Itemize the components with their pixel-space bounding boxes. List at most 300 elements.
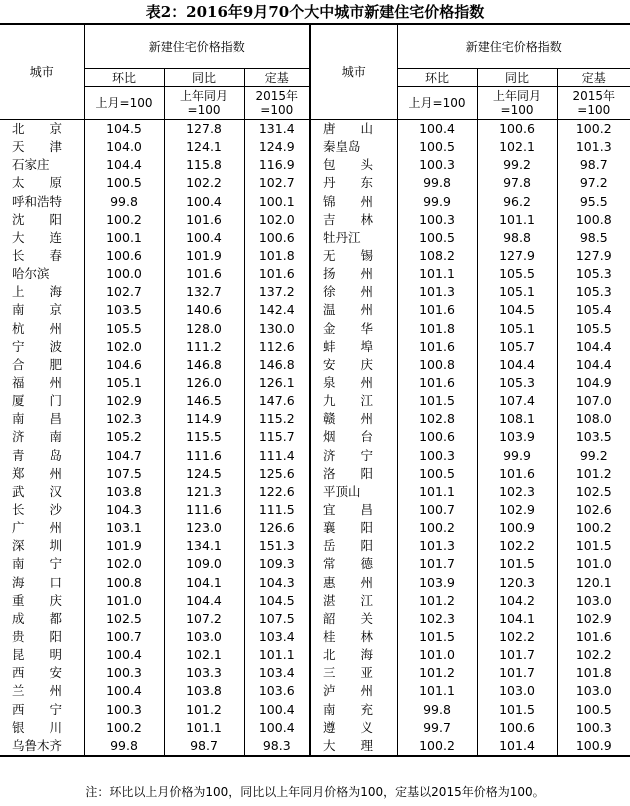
base-cell: 104.5: [244, 592, 310, 610]
yoy-cell: 101.7: [477, 646, 557, 664]
yoy-cell: 108.1: [477, 410, 557, 428]
yoy-cell: 102.2: [477, 628, 557, 646]
city-cell: 成 都: [12, 610, 63, 626]
group-header-right: 新建住宅价格指数: [397, 24, 630, 69]
table-row: [0, 138, 630, 156]
yoy-cell: 100.4: [164, 229, 244, 247]
mom-cell: 100.2: [84, 211, 164, 229]
mom-cell: 99.8: [84, 737, 164, 756]
yoy-cell: 96.2: [477, 193, 557, 211]
mom-cell: 100.7: [397, 501, 477, 519]
city-cell: 唐 山: [310, 120, 397, 139]
mom-cell: 100.5: [397, 138, 477, 156]
city-cell: 沈 阳: [12, 211, 63, 227]
city-cell: 牡丹江: [310, 229, 397, 247]
table-row: [0, 320, 630, 338]
base-cell: 100.8: [557, 211, 630, 229]
mom-cell: 101.3: [397, 537, 477, 555]
city-cell: 银 川: [12, 719, 63, 735]
yoy-cell: 109.0: [164, 555, 244, 573]
yoy-cell: 114.9: [164, 410, 244, 428]
base-cell: 103.0: [557, 682, 630, 700]
mom-cell: 104.5: [84, 120, 164, 139]
city-cell: 泸 州: [310, 682, 397, 700]
base-cell: 125.6: [244, 465, 310, 483]
base-cell: 97.2: [557, 174, 630, 192]
mom-cell: 100.3: [84, 701, 164, 719]
city-cell: 南 充: [310, 701, 397, 719]
col-base-left: 定基: [244, 69, 310, 87]
col-yoy-left: 同比: [164, 69, 244, 87]
mom-cell: 100.8: [84, 574, 164, 592]
mom-cell: 99.9: [397, 193, 477, 211]
base-cell: 142.4: [244, 301, 310, 319]
col-base-right: 定基: [557, 69, 630, 87]
base-cell: 103.4: [244, 628, 310, 646]
city-cell: 南 昌: [12, 411, 63, 427]
table-row: [0, 465, 630, 483]
yoy-cell: 115.5: [164, 428, 244, 446]
mom-cell: 100.3: [397, 447, 477, 465]
city-cell: 石家庄: [12, 157, 50, 173]
base-cell: 105.5: [557, 320, 630, 338]
mom-cell: 101.2: [397, 664, 477, 682]
base-cell: 104.4: [557, 338, 630, 356]
base-cell: 103.0: [557, 592, 630, 610]
city-cell: 平顶山: [310, 483, 397, 501]
base-base-right: 2015年=100: [557, 87, 630, 120]
base-cell: 137.2: [244, 283, 310, 301]
mom-cell: 105.5: [84, 320, 164, 338]
base-cell: 100.1: [244, 193, 310, 211]
city-cell: 重 庆: [12, 592, 63, 608]
yoy-cell: 104.1: [477, 610, 557, 628]
table-row: [0, 120, 630, 139]
mom-cell: 99.8: [84, 193, 164, 211]
city-cell: 扬 州: [310, 265, 397, 283]
base-cell: 107.5: [244, 610, 310, 628]
city-cell: 宁 波: [12, 338, 63, 354]
yoy-cell: 100.4: [164, 193, 244, 211]
mom-cell: 101.1: [397, 265, 477, 283]
table-row: [0, 265, 630, 283]
base-cell: 115.7: [244, 428, 310, 446]
base-cell: 102.2: [557, 646, 630, 664]
mom-cell: 102.3: [397, 610, 477, 628]
table-row: [0, 193, 630, 211]
base-cell: 151.3: [244, 537, 310, 555]
yoy-cell: 101.1: [164, 719, 244, 737]
yoy-cell: 100.6: [477, 719, 557, 737]
yoy-cell: 132.7: [164, 283, 244, 301]
city-cell: 南 京: [12, 302, 63, 318]
yoy-cell: 105.3: [477, 374, 557, 392]
yoy-cell: 107.4: [477, 392, 557, 410]
city-cell: 泉 州: [310, 374, 397, 392]
mom-cell: 107.5: [84, 465, 164, 483]
mom-cell: 100.1: [84, 229, 164, 247]
city-cell: 上 海: [12, 284, 63, 300]
yoy-cell: 105.7: [477, 338, 557, 356]
mom-cell: 101.5: [397, 628, 477, 646]
city-cell: 岳 阳: [310, 537, 397, 555]
base-cell: 102.6: [557, 501, 630, 519]
group-header-left: 新建住宅价格指数: [84, 24, 310, 69]
mom-cell: 99.8: [397, 701, 477, 719]
city-cell: 贵 阳: [12, 629, 63, 644]
mom-cell: 101.3: [397, 283, 477, 301]
yoy-cell: 98.8: [477, 229, 557, 247]
city-cell: 洛 阳: [310, 465, 397, 483]
table-row: [0, 174, 630, 192]
mom-cell: 103.5: [84, 301, 164, 319]
mom-cell: 100.4: [397, 120, 477, 139]
city-cell: 无 锡: [310, 247, 397, 265]
base-cell: 98.5: [557, 229, 630, 247]
city-cell: 兰 州: [12, 683, 63, 699]
base-cell: 130.0: [244, 320, 310, 338]
base-cell: 100.6: [244, 229, 310, 247]
base-cell: 100.5: [557, 701, 630, 719]
yoy-cell: 128.0: [164, 320, 244, 338]
footnote: 注：环比以上月价格为100，同比以上年同月价格为100，定基以2015年价格为100。: [85, 785, 545, 799]
base-cell: 100.2: [557, 519, 630, 537]
city-cell: 武 汉: [12, 483, 63, 499]
city-cell: 徐 州: [310, 283, 397, 301]
mom-cell: 100.4: [84, 682, 164, 700]
base-cell: 115.2: [244, 410, 310, 428]
mom-cell: 103.1: [84, 519, 164, 537]
yoy-cell: 126.0: [164, 374, 244, 392]
city-cell: 北 海: [310, 646, 397, 664]
mom-cell: 100.3: [397, 156, 477, 174]
yoy-cell: 105.5: [477, 265, 557, 283]
city-cell: 杭 州: [12, 320, 63, 336]
city-cell: 青 岛: [12, 447, 63, 463]
base-cell: 105.3: [557, 265, 630, 283]
yoy-cell: 101.1: [477, 211, 557, 229]
table-row: [0, 447, 630, 465]
city-cell: 九 江: [310, 392, 397, 410]
table-row: [0, 247, 630, 265]
table-row: [0, 428, 630, 446]
base-cell: 147.6: [244, 392, 310, 410]
yoy-cell: 97.8: [477, 174, 557, 192]
table-row: [0, 664, 630, 682]
city-header-left: 城市: [0, 24, 84, 120]
yoy-cell: 103.0: [477, 682, 557, 700]
base-cell: 105.4: [557, 301, 630, 319]
city-cell: 三 亚: [310, 664, 397, 682]
mom-cell: 100.4: [84, 646, 164, 664]
city-cell: 西 安: [12, 665, 63, 681]
city-cell: 湛 江: [310, 592, 397, 610]
base-cell: 105.3: [557, 283, 630, 301]
yoy-cell: 146.5: [164, 392, 244, 410]
yoy-cell: 102.3: [477, 483, 557, 501]
yoy-cell: 102.1: [477, 138, 557, 156]
city-cell: 锦 州: [310, 193, 397, 211]
yoy-cell: 104.5: [477, 301, 557, 319]
price-index-table: [0, 23, 630, 757]
city-cell: 呼和浩特: [12, 193, 63, 209]
city-cell: 烟 台: [310, 428, 397, 446]
city-cell: 宜 昌: [310, 501, 397, 519]
mom-cell: 100.5: [397, 465, 477, 483]
mom-cell: 100.6: [397, 428, 477, 446]
yoy-cell: 127.8: [164, 120, 244, 139]
mom-cell: 100.3: [84, 664, 164, 682]
base-cell: 101.0: [557, 555, 630, 573]
mom-cell: 100.3: [397, 211, 477, 229]
mom-cell: 100.2: [84, 719, 164, 737]
yoy-cell: 102.9: [477, 501, 557, 519]
yoy-cell: 98.7: [164, 737, 244, 756]
yoy-cell: 101.5: [477, 555, 557, 573]
city-cell: 乌鲁木齐: [0, 737, 84, 756]
base-cell: 101.3: [557, 138, 630, 156]
base-cell: 101.6: [557, 628, 630, 646]
yoy-cell: 99.9: [477, 447, 557, 465]
base-cell: 111.5: [244, 501, 310, 519]
city-cell: 赣 州: [310, 410, 397, 428]
table-row: [0, 610, 630, 628]
base-cell: 103.4: [244, 664, 310, 682]
table-row: [0, 156, 630, 174]
city-cell: 长 春: [12, 248, 63, 264]
city-cell: 遵 义: [310, 719, 397, 737]
mom-cell: 102.0: [84, 338, 164, 356]
base-yoy-right: 上年同月=100: [477, 87, 557, 120]
table-row: [0, 682, 630, 700]
yoy-cell: 111.6: [164, 447, 244, 465]
table-row: [0, 392, 630, 410]
base-cell: 146.8: [244, 356, 310, 374]
city-cell: 郑 州: [12, 465, 63, 481]
base-cell: 102.5: [557, 483, 630, 501]
base-cell: 108.0: [557, 410, 630, 428]
yoy-cell: 101.6: [164, 265, 244, 283]
city-cell: 昆 明: [12, 647, 63, 663]
mom-cell: 101.2: [397, 592, 477, 610]
mom-cell: 108.2: [397, 247, 477, 265]
yoy-cell: 104.4: [477, 356, 557, 374]
city-cell: 南 宁: [12, 556, 63, 572]
table-row: [0, 574, 630, 592]
mom-cell: 104.6: [84, 356, 164, 374]
city-cell: 惠 州: [310, 574, 397, 592]
base-cell: 100.9: [557, 737, 630, 756]
yoy-cell: 102.2: [477, 537, 557, 555]
base-cell: 104.4: [557, 356, 630, 374]
mom-cell: 102.0: [84, 555, 164, 573]
mom-cell: 102.8: [397, 410, 477, 428]
yoy-cell: 101.2: [164, 701, 244, 719]
base-base-left: 2015年=100: [244, 87, 310, 120]
city-cell: 海 口: [12, 574, 63, 590]
city-cell: 北 京: [12, 121, 63, 137]
city-cell: 西 宁: [12, 701, 63, 717]
mom-cell: 101.6: [397, 338, 477, 356]
yoy-cell: 121.3: [164, 483, 244, 501]
city-cell: 包 头: [310, 156, 397, 174]
yoy-cell: 103.0: [164, 628, 244, 646]
mom-cell: 105.2: [84, 428, 164, 446]
yoy-cell: 103.3: [164, 664, 244, 682]
city-cell: 吉 林: [310, 211, 397, 229]
table-row: [0, 537, 630, 555]
mom-cell: 100.8: [397, 356, 477, 374]
mom-cell: 100.2: [397, 519, 477, 537]
yoy-cell: 101.4: [477, 737, 557, 756]
mom-cell: 101.1: [397, 682, 477, 700]
city-cell: 福 州: [12, 375, 63, 391]
city-cell: 厦 门: [12, 393, 63, 409]
city-cell: 秦皇岛: [310, 138, 397, 156]
table-row: [0, 229, 630, 247]
mom-cell: 101.8: [397, 320, 477, 338]
table-row: [0, 211, 630, 229]
table-row: [0, 374, 630, 392]
base-cell: 101.6: [244, 265, 310, 283]
base-cell: 102.9: [557, 610, 630, 628]
table-row: [0, 501, 630, 519]
city-cell: 深 圳: [12, 538, 63, 554]
mom-cell: 99.8: [397, 174, 477, 192]
base-cell: 109.3: [244, 555, 310, 573]
city-cell: 太 原: [12, 175, 63, 191]
col-mom-left: 环比: [84, 69, 164, 87]
yoy-cell: 134.1: [164, 537, 244, 555]
base-cell: 98.3: [244, 737, 310, 756]
mom-cell: 100.7: [84, 628, 164, 646]
yoy-cell: 101.9: [164, 247, 244, 265]
base-cell: 107.0: [557, 392, 630, 410]
base-cell: 116.9: [244, 156, 310, 174]
yoy-cell: 100.6: [477, 120, 557, 139]
yoy-cell: 101.6: [477, 465, 557, 483]
city-cell: 桂 林: [310, 628, 397, 646]
yoy-cell: 105.1: [477, 320, 557, 338]
city-cell: 襄 阳: [310, 519, 397, 537]
yoy-cell: 120.3: [477, 574, 557, 592]
city-cell: 温 州: [310, 301, 397, 319]
base-cell: 101.8: [557, 664, 630, 682]
mom-cell: 104.7: [84, 447, 164, 465]
col-mom-right: 环比: [397, 69, 477, 87]
yoy-cell: 140.6: [164, 301, 244, 319]
mom-cell: 103.8: [84, 483, 164, 501]
table-row: [0, 592, 630, 610]
base-cell: 126.1: [244, 374, 310, 392]
table-row: [0, 555, 630, 573]
base-mom-left: 上月=100: [84, 87, 164, 120]
yoy-cell: 146.8: [164, 356, 244, 374]
base-cell: 101.2: [557, 465, 630, 483]
city-cell: 大 连: [12, 229, 63, 245]
yoy-cell: 107.2: [164, 610, 244, 628]
base-cell: 103.6: [244, 682, 310, 700]
base-cell: 98.7: [557, 156, 630, 174]
yoy-cell: 103.9: [477, 428, 557, 446]
mom-cell: 101.0: [397, 646, 477, 664]
base-cell: 103.5: [557, 428, 630, 446]
base-cell: 100.4: [244, 701, 310, 719]
yoy-cell: 104.2: [477, 592, 557, 610]
mom-cell: 101.6: [397, 374, 477, 392]
yoy-cell: 101.7: [477, 664, 557, 682]
base-cell: 100.2: [557, 120, 630, 139]
mom-cell: 102.3: [84, 410, 164, 428]
mom-cell: 102.5: [84, 610, 164, 628]
mom-cell: 104.4: [84, 156, 164, 174]
city-cell: 金 华: [310, 320, 397, 338]
yoy-cell: 101.5: [477, 701, 557, 719]
yoy-cell: 100.9: [477, 519, 557, 537]
table-row: [0, 338, 630, 356]
city-cell: 合 肥: [12, 356, 63, 372]
mom-cell: 101.6: [397, 301, 477, 319]
mom-cell: 100.6: [84, 247, 164, 265]
yoy-cell: 124.5: [164, 465, 244, 483]
yoy-cell: 103.8: [164, 682, 244, 700]
yoy-cell: 99.2: [477, 156, 557, 174]
yoy-cell: 101.6: [164, 211, 244, 229]
base-cell: 111.4: [244, 447, 310, 465]
base-cell: 120.1: [557, 574, 630, 592]
mom-cell: 99.7: [397, 719, 477, 737]
city-cell: 韶 关: [310, 610, 397, 628]
city-cell: 蚌 埠: [310, 338, 397, 356]
mom-cell: 105.1: [84, 374, 164, 392]
table-title: 表2：2016年9月70个大中城市新建住宅价格指数: [145, 3, 485, 21]
table-row: [0, 483, 630, 501]
yoy-cell: 104.1: [164, 574, 244, 592]
mom-cell: 101.7: [397, 555, 477, 573]
mom-cell: 101.0: [84, 592, 164, 610]
city-cell: 丹 东: [310, 174, 397, 192]
yoy-cell: 127.9: [477, 247, 557, 265]
mom-cell: 100.0: [84, 265, 164, 283]
city-cell: 安 庆: [310, 356, 397, 374]
table-row: [0, 301, 630, 319]
base-mom-right: 上月=100: [397, 87, 477, 120]
city-cell: 广 州: [12, 520, 63, 536]
mom-cell: 102.7: [84, 283, 164, 301]
mom-cell: 100.5: [84, 174, 164, 192]
table-row: [0, 356, 630, 374]
base-cell: 112.6: [244, 338, 310, 356]
mom-cell: 104.0: [84, 138, 164, 156]
base-cell: 100.4: [244, 719, 310, 737]
table-row: [0, 283, 630, 301]
table-row: [0, 519, 630, 537]
mom-cell: 100.2: [397, 737, 477, 756]
base-cell: 127.9: [557, 247, 630, 265]
table-row: [0, 737, 630, 756]
yoy-cell: 105.1: [477, 283, 557, 301]
base-cell: 126.6: [244, 519, 310, 537]
city-cell: 长 沙: [12, 502, 63, 518]
table-row: [0, 646, 630, 664]
mom-cell: 104.3: [84, 501, 164, 519]
city-cell: 常 德: [310, 555, 397, 573]
table-row: [0, 719, 630, 737]
yoy-cell: 123.0: [164, 519, 244, 537]
mom-cell: 101.5: [397, 392, 477, 410]
base-cell: 104.3: [244, 574, 310, 592]
col-yoy-right: 同比: [477, 69, 557, 87]
